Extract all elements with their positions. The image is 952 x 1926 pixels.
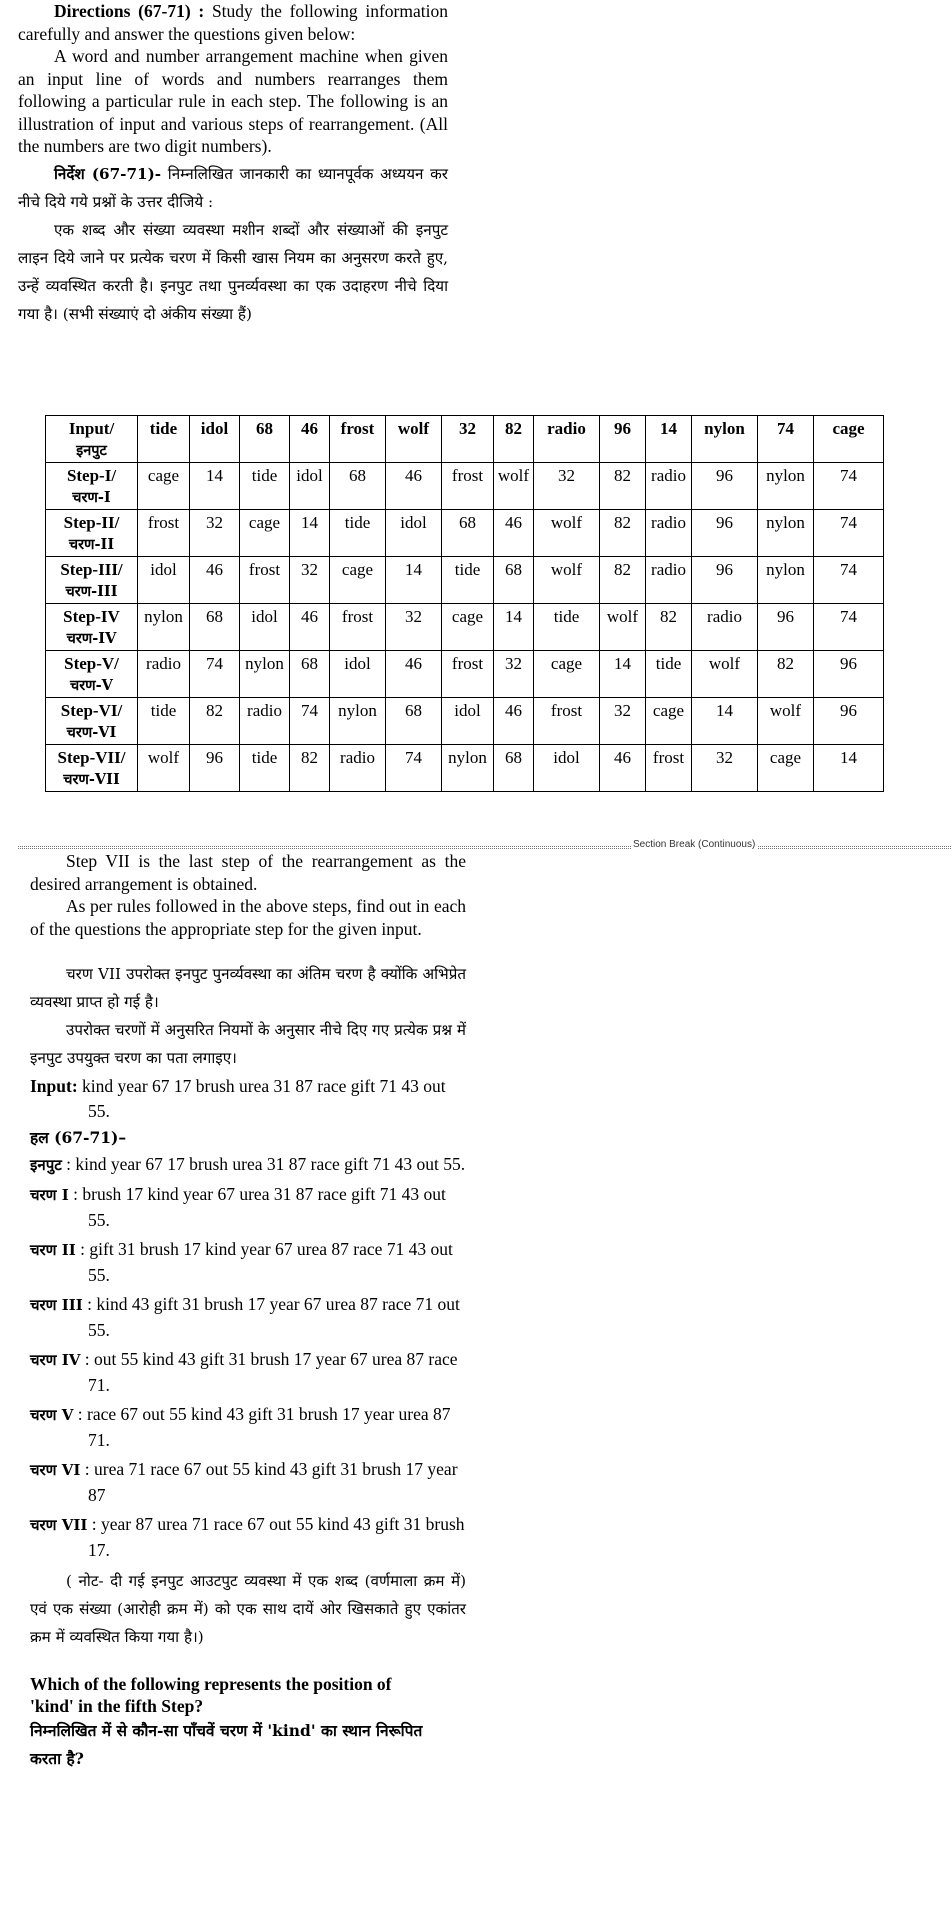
table-cell: 32 <box>692 745 758 792</box>
solution-step-text: : kind 43 gift 31 brush 17 year 67 urea 87 race 71 out 55. <box>87 1294 460 1340</box>
table-cell: 32 <box>534 463 600 510</box>
table-cell: idol <box>534 745 600 792</box>
header-cell: 46 <box>290 416 330 463</box>
table-cell: 32 <box>190 510 240 557</box>
table-cell: 68 <box>330 463 386 510</box>
solution-step <box>30 1152 466 1178</box>
table-row <box>46 463 884 510</box>
table-cell: frost <box>330 604 386 651</box>
directions-hi-heading-rest: निम्नलिखित जानकारी का ध्यानपूर्वक अध्ययन कर नीचे दिये गये प्रश्नों के उत्तर दीजिये : <box>18 164 449 211</box>
step-label: Step-V/ चरण-V <box>46 651 138 698</box>
table-cell: radio <box>692 604 758 651</box>
table-cell: 96 <box>814 698 884 745</box>
table-cell: 14 <box>814 745 884 792</box>
solution-step <box>30 1457 466 1508</box>
after-p2: As per rules followed in the above steps, find out in each of the questions the appropriate step for the given input. <box>30 896 466 939</box>
directions-hi <box>18 160 448 216</box>
table-cell: nylon <box>442 745 494 792</box>
header-cell: 82 <box>494 416 534 463</box>
table-cell: idol <box>138 557 190 604</box>
header-cell: 32 <box>442 416 494 463</box>
input-label: Input: <box>30 1076 78 1096</box>
table-cell: wolf <box>692 651 758 698</box>
table-cell: 74 <box>190 651 240 698</box>
table-cell: idol <box>386 510 442 557</box>
step-label: Step-II/ चरण-II <box>46 510 138 557</box>
directions-hi-para: एक शब्द और संख्या व्यवस्था मशीन शब्दों और संख्याओं की इनपुट लाइन दिये जाने पर प्रत्येक चरण में किसी खास नियम का अनुसरण करते हुए, उन्हें व्यवस्थित करती है। इनपुट तथा पुनर्व्यवस्था का एक उदाहरण नीचे दिया गया है। (सभी संख्याएं दो अंकीय संख्या हैं) <box>18 220 448 323</box>
table-cell: frost <box>646 745 692 792</box>
note: ( नोट- दी गई इनपुट आउटपुट व्यवस्था में एक शब्द (वर्णमाला क्रम में) एवं एक संख्या (आरोही क्रम में) को एक साथ दायें ओर खिसकाते हुए एकांतर क्रम में व्यवस्थित किया गया है।) <box>30 1572 466 1646</box>
step-label: Step-VI/ चरण-VI <box>46 698 138 745</box>
table-cell: 96 <box>692 463 758 510</box>
table-cell: cage <box>442 604 494 651</box>
table-cell: frost <box>534 698 600 745</box>
table-cell: cage <box>240 510 290 557</box>
table-cell: 82 <box>600 557 646 604</box>
solution-step-text: : urea 71 race 67 out 55 kind 43 gift 31 brush 17 year 87 <box>84 1459 458 1505</box>
table-cell: 82 <box>290 745 330 792</box>
table-cell: 96 <box>692 557 758 604</box>
table-cell: 96 <box>814 651 884 698</box>
input-text: kind year 67 17 brush urea 31 87 race gift 71 43 out 55. <box>82 1076 446 1121</box>
table-cell: wolf <box>758 698 814 745</box>
table-cell: 82 <box>758 651 814 698</box>
table-row <box>46 745 884 792</box>
table-cell: 32 <box>600 698 646 745</box>
table-cell: nylon <box>758 510 814 557</box>
solution-step-text: : race 67 out 55 kind 43 gift 31 brush 17 year urea 87 71. <box>77 1404 451 1450</box>
directions-en <box>18 0 448 45</box>
table-cell: 46 <box>600 745 646 792</box>
table-cell: 96 <box>692 510 758 557</box>
table-cell: tide <box>240 463 290 510</box>
solution-step-label: चरण IV <box>30 1351 81 1369</box>
directions-heading: Directions (67-71) : <box>54 1 205 21</box>
after-hi-p2: उपरोक्त चरणों में अनुसरित नियमों के अनुसार नीचे दिए गए प्रत्येक प्रश्न में इनपुट उपयुक्त चरण का पता लगाइए। <box>30 1021 466 1067</box>
table-cell: 68 <box>290 651 330 698</box>
table-cell: radio <box>646 510 692 557</box>
table-cell: nylon <box>138 604 190 651</box>
step-label: Step-III/ चरण-III <box>46 557 138 604</box>
table-cell: 68 <box>494 557 534 604</box>
table-cell: 32 <box>386 604 442 651</box>
question-hi: निम्नलिखित में से कौन-सा पाँचवें चरण में 'kind' का स्थान निरूपित करता है? <box>30 1721 423 1768</box>
solution-steps <box>30 1152 466 1563</box>
table-cell: idol <box>330 651 386 698</box>
solution-step <box>30 1237 466 1288</box>
table-cell: 74 <box>814 510 884 557</box>
solution-step-text: : year 87 urea 71 race 67 out 55 kind 43 gift 31 brush 17. <box>88 1514 465 1560</box>
header-cell: tide <box>138 416 190 463</box>
directions-hi-heading: निर्देश (67-71)- <box>54 164 162 183</box>
table-cell: frost <box>240 557 290 604</box>
header-cell: nylon <box>692 416 758 463</box>
table-cell: nylon <box>330 698 386 745</box>
solution-step-label: चरण VI <box>30 1461 81 1479</box>
solution-step <box>30 1402 466 1453</box>
table-cell: 68 <box>190 604 240 651</box>
table-cell: radio <box>138 651 190 698</box>
step-label: Step-IV चरण-IV <box>46 604 138 651</box>
step-label: Step-VII/ चरण-VII <box>46 745 138 792</box>
header-cell: 96 <box>600 416 646 463</box>
solution-step-label: चरण V <box>30 1406 74 1424</box>
table-cell: 46 <box>190 557 240 604</box>
table-cell: radio <box>330 745 386 792</box>
table-cell: wolf <box>600 604 646 651</box>
table-cell: idol <box>240 604 290 651</box>
header-cell: 74 <box>758 416 814 463</box>
table-cell: 14 <box>290 510 330 557</box>
table-cell: frost <box>442 463 494 510</box>
table-cell: cage <box>330 557 386 604</box>
table-cell: tide <box>330 510 386 557</box>
table-cell: wolf <box>534 557 600 604</box>
solution-step-label: चरण II <box>30 1241 76 1259</box>
header-cell: wolf <box>386 416 442 463</box>
table-cell: cage <box>646 698 692 745</box>
solution-step-text: : brush 17 kind year 67 urea 31 87 race gift 71 43 out 55. <box>73 1184 446 1230</box>
table-cell: tide <box>138 698 190 745</box>
table-cell: 68 <box>494 745 534 792</box>
header-cell: cage <box>814 416 884 463</box>
solution-block <box>30 850 466 1773</box>
table-cell: 46 <box>494 698 534 745</box>
arrangement-table <box>45 415 884 792</box>
table-cell: 46 <box>290 604 330 651</box>
table-cell: frost <box>442 651 494 698</box>
table-cell: 82 <box>600 463 646 510</box>
table-row <box>46 557 884 604</box>
table-cell: 46 <box>386 651 442 698</box>
input-line <box>30 1074 466 1124</box>
table-cell: cage <box>138 463 190 510</box>
directions-para: A word and number arrangement machine when given an input line of words and numbers rearranges them following a particular rule in each step. The following is an illustration of input and various steps of rearrangement. (All the numbers are two digit numbers). <box>18 46 448 156</box>
solution-step-text: : kind year 67 17 brush urea 31 87 race gift 71 43 out 55. <box>66 1154 466 1174</box>
table-cell: 96 <box>190 745 240 792</box>
table-cell: wolf <box>534 510 600 557</box>
table-cell: radio <box>646 557 692 604</box>
header-cell: 68 <box>240 416 290 463</box>
table-cell: 46 <box>494 510 534 557</box>
table-cell: 74 <box>814 604 884 651</box>
table-cell: 46 <box>386 463 442 510</box>
table-cell: radio <box>646 463 692 510</box>
table-cell: nylon <box>758 557 814 604</box>
solution-heading: हल (67-71)– <box>30 1128 127 1147</box>
step-label: Step-I/ चरण-I <box>46 463 138 510</box>
header-cell: radio <box>534 416 600 463</box>
solution-step <box>30 1347 466 1398</box>
table-cell: 68 <box>386 698 442 745</box>
header-label: Input/ इनपुट <box>46 416 138 463</box>
table-cell: wolf <box>494 463 534 510</box>
solution-step <box>30 1292 466 1343</box>
solution-step-text: : out 55 kind 43 gift 31 brush 17 year 67 urea 87 race 71. <box>84 1349 458 1395</box>
table-cell: nylon <box>240 651 290 698</box>
table-cell: 32 <box>290 557 330 604</box>
table-cell: 74 <box>290 698 330 745</box>
table-cell: 14 <box>692 698 758 745</box>
after-p1: Step VII is the last step of the rearrangement as the desired arrangement is obtained. <box>30 851 466 894</box>
directions-heading-rest: Study the following information carefully and answer the questions given below: <box>18 1 448 44</box>
table-cell: idol <box>442 698 494 745</box>
table-row <box>46 510 884 557</box>
table-cell: tide <box>442 557 494 604</box>
question-en: Which of the following represents the position of 'kind' in the fifth Step? <box>30 1674 392 1716</box>
table-cell: 14 <box>190 463 240 510</box>
solution-step-label: चरण VII <box>30 1516 88 1534</box>
solution-step-label: चरण III <box>30 1296 83 1314</box>
table-cell: 14 <box>600 651 646 698</box>
solution-step <box>30 1182 466 1233</box>
table-cell: 32 <box>494 651 534 698</box>
directions-block <box>18 0 448 328</box>
table-cell: cage <box>534 651 600 698</box>
header-cell: 14 <box>646 416 692 463</box>
table-cell: 82 <box>646 604 692 651</box>
table-cell: idol <box>290 463 330 510</box>
after-hi-p1: चरण VII उपरोक्त इनपुट पुनर्व्यवस्था का अंतिम चरण है क्योंकि अभिप्रेत व्यवस्था प्राप्त हो गई है। <box>30 965 466 1011</box>
table-cell: cage <box>758 745 814 792</box>
table-cell: tide <box>646 651 692 698</box>
table-cell: 14 <box>386 557 442 604</box>
table-row <box>46 651 884 698</box>
table-cell: frost <box>138 510 190 557</box>
table-cell: radio <box>240 698 290 745</box>
solution-step-text: : gift 31 brush 17 kind year 67 urea 87 race 71 43 out 55. <box>80 1239 453 1285</box>
table-cell: 74 <box>386 745 442 792</box>
table-cell: 68 <box>442 510 494 557</box>
table-cell: 74 <box>814 557 884 604</box>
table-header-row <box>46 416 884 463</box>
table-cell: 82 <box>190 698 240 745</box>
section-break-label: Section Break (Continuous) <box>633 839 756 850</box>
solution-step-label: इनपुट <box>30 1156 62 1174</box>
solution-step-label: चरण I <box>30 1186 69 1204</box>
table-cell: 14 <box>494 604 534 651</box>
table-cell: tide <box>240 745 290 792</box>
solution-step <box>30 1512 466 1563</box>
table-cell: wolf <box>138 745 190 792</box>
table-cell: nylon <box>758 463 814 510</box>
table-row <box>46 604 884 651</box>
table-cell: tide <box>534 604 600 651</box>
table-row <box>46 698 884 745</box>
table-cell: 82 <box>600 510 646 557</box>
table-cell: 96 <box>758 604 814 651</box>
header-cell: idol <box>190 416 240 463</box>
table-cell: 74 <box>814 463 884 510</box>
header-cell: frost <box>330 416 386 463</box>
